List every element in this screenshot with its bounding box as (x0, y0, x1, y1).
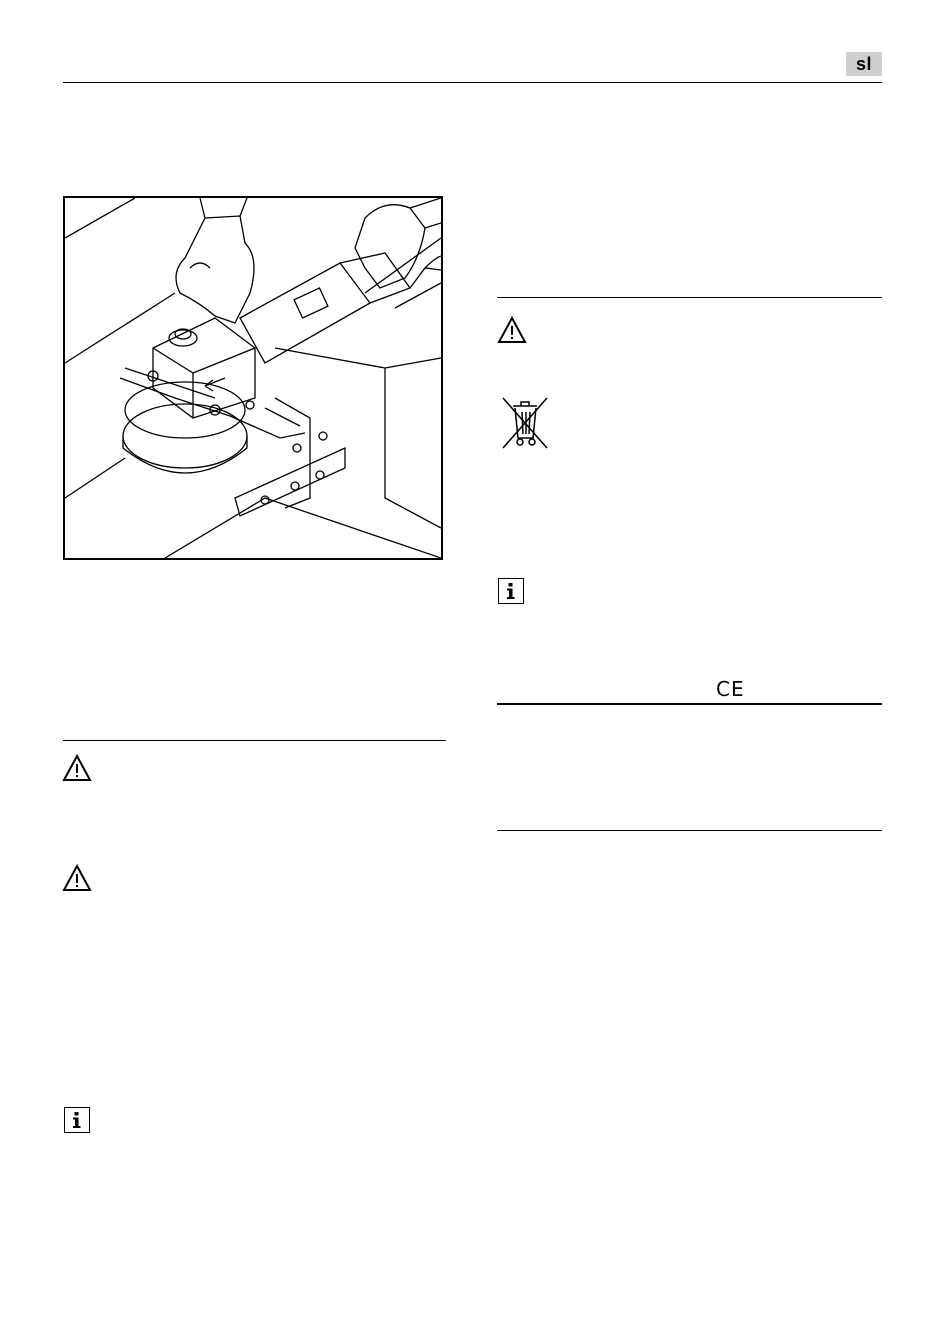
right-section-rule-1 (497, 297, 882, 298)
warning-triangle-icon (497, 316, 527, 344)
right-section-rule-3 (497, 830, 882, 831)
info-icon (64, 1107, 90, 1133)
warning-triangle-icon (62, 754, 92, 782)
language-badge (846, 52, 882, 76)
left-section-rule (63, 740, 446, 741)
tool-illustration (63, 196, 443, 560)
crossed-out-bin-icon (500, 394, 550, 450)
ce-mark: CE (716, 677, 745, 701)
language-code: sl (855, 53, 872, 74)
info-icon (498, 578, 524, 604)
surface-grinder-illustration (65, 198, 441, 558)
header-rule (63, 82, 882, 83)
right-section-rule-2 (497, 703, 882, 705)
warning-triangle-icon (62, 864, 92, 892)
